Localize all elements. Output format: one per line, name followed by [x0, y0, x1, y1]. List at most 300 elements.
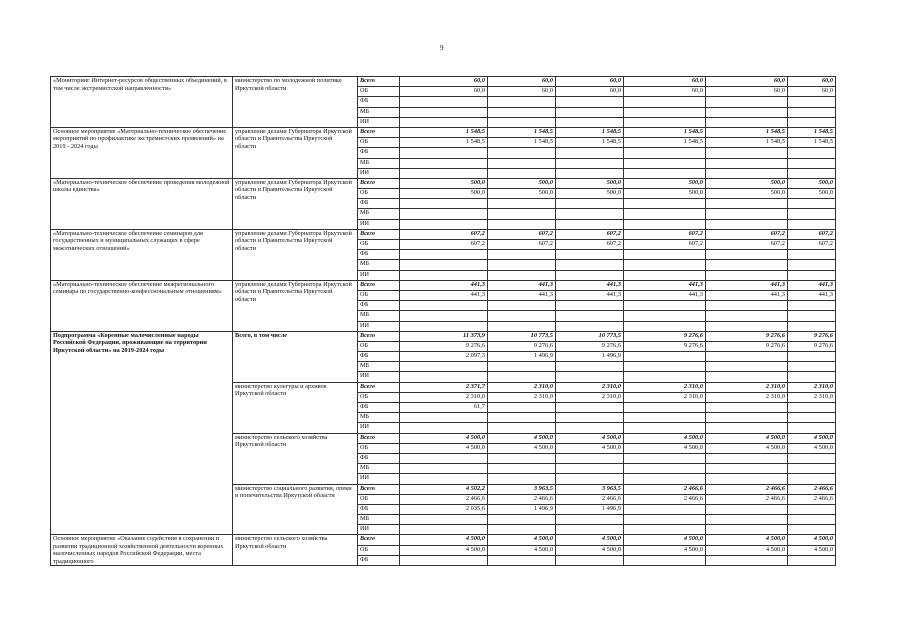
amount-cell	[624, 321, 706, 331]
amount-cell	[788, 515, 836, 525]
amount-cell	[488, 515, 556, 525]
amount-cell	[788, 464, 836, 474]
amount-cell: 2 310,0	[556, 392, 624, 402]
amount-cell: 2 310,0	[624, 382, 706, 392]
amount-cell	[556, 219, 624, 229]
amount-cell: 4 500,0	[400, 545, 488, 555]
amount-cell	[400, 311, 488, 321]
amount-cell: 1 548,5	[556, 127, 624, 137]
amount-cell	[556, 464, 624, 474]
amount-cell: 607,2	[624, 229, 706, 239]
amount-cell	[488, 474, 556, 484]
funding-source: ИИ	[358, 219, 400, 229]
amount-cell	[556, 413, 624, 423]
amount-cell: 500,0	[488, 189, 556, 199]
funding-source: Всего	[358, 280, 400, 290]
funding-source: ИИ	[358, 474, 400, 484]
executor-name: управление делами Губернатора Иркутской области и Правительства Иркутской области	[233, 280, 358, 331]
amount-cell	[556, 199, 624, 209]
amount-cell: 607,2	[624, 240, 706, 250]
amount-cell	[556, 250, 624, 260]
amount-cell: 60,0	[556, 87, 624, 97]
amount-cell: 4 500,0	[556, 545, 624, 555]
funding-source: ФБ	[358, 301, 400, 311]
amount-cell: 1 548,5	[706, 127, 788, 137]
amount-cell: 1 496,9	[556, 504, 624, 514]
amount-cell	[556, 403, 624, 413]
amount-cell	[488, 423, 556, 433]
amount-cell	[788, 453, 836, 463]
amount-cell	[788, 260, 836, 270]
amount-cell: 607,2	[788, 240, 836, 250]
amount-cell: 607,2	[488, 240, 556, 250]
amount-cell: 2 310,0	[624, 392, 706, 402]
amount-cell	[788, 556, 836, 566]
measure-name: Основное мероприятие «Оказание содействия в сохранении и развитии традиционной хозяйственной деятельности коренных малочисленных народов Российской Федерации, места традиционного	[51, 535, 233, 566]
amount-cell	[706, 219, 788, 229]
amount-cell	[400, 107, 488, 117]
amount-cell: 441,3	[556, 290, 624, 300]
amount-cell	[788, 352, 836, 362]
amount-cell	[788, 372, 836, 382]
amount-cell	[488, 403, 556, 413]
amount-cell: 4 500,0	[706, 545, 788, 555]
amount-cell: 9 276,6	[788, 341, 836, 351]
amount-cell	[624, 423, 706, 433]
amount-cell	[788, 148, 836, 158]
amount-cell	[624, 311, 706, 321]
executor-name: Всего, в том числе	[233, 331, 358, 382]
amount-cell	[706, 362, 788, 372]
funding-source: МБ	[358, 362, 400, 372]
amount-cell	[788, 311, 836, 321]
amount-cell: 441,3	[488, 280, 556, 290]
amount-cell	[624, 352, 706, 362]
table-row	[51, 229, 836, 239]
amount-cell: 2 310,0	[788, 382, 836, 392]
amount-cell	[706, 301, 788, 311]
amount-cell: 607,2	[556, 240, 624, 250]
amount-cell	[706, 504, 788, 514]
amount-cell: 2 310,0	[400, 392, 488, 402]
amount-cell: 4 500,0	[788, 535, 836, 545]
amount-cell	[624, 453, 706, 463]
amount-cell	[488, 362, 556, 372]
amount-cell: 1 496,9	[488, 352, 556, 362]
amount-cell	[624, 117, 706, 127]
amount-cell	[556, 301, 624, 311]
funding-source: ОБ	[358, 443, 400, 453]
amount-cell	[488, 301, 556, 311]
measure-name: «Материально-техническое обеспечение межрегионального семинара по государственно-конфессиональным отношениям»	[51, 280, 233, 331]
amount-cell: 441,3	[788, 290, 836, 300]
funding-source: ФБ	[358, 97, 400, 107]
amount-cell	[706, 311, 788, 321]
amount-cell: 2 310,0	[488, 392, 556, 402]
amount-cell	[488, 453, 556, 463]
amount-cell: 9 276,6	[624, 341, 706, 351]
amount-cell: 10 773,5	[488, 331, 556, 341]
amount-cell	[400, 474, 488, 484]
amount-cell: 60,0	[556, 77, 624, 87]
amount-cell	[706, 352, 788, 362]
amount-cell: 60,0	[624, 87, 706, 97]
amount-cell: 2 466,6	[706, 494, 788, 504]
amount-cell	[624, 515, 706, 525]
amount-cell	[706, 372, 788, 382]
amount-cell	[400, 413, 488, 423]
funding-source: Всего	[358, 178, 400, 188]
amount-cell	[556, 260, 624, 270]
amount-cell: 3 963,5	[556, 484, 624, 494]
amount-cell: 607,2	[488, 229, 556, 239]
amount-cell	[556, 525, 624, 535]
amount-cell	[556, 423, 624, 433]
amount-cell	[400, 321, 488, 331]
amount-cell	[706, 464, 788, 474]
funding-source: МБ	[358, 515, 400, 525]
amount-cell: 500,0	[788, 189, 836, 199]
amount-cell	[400, 97, 488, 107]
amount-cell	[556, 270, 624, 280]
amount-cell	[624, 413, 706, 423]
funding-source: ИИ	[358, 270, 400, 280]
table-body	[51, 77, 836, 566]
amount-cell	[624, 209, 706, 219]
amount-cell: 2 466,6	[488, 494, 556, 504]
amount-cell	[556, 372, 624, 382]
funding-source: ФБ	[358, 148, 400, 158]
amount-cell: 1 548,5	[488, 138, 556, 148]
executor-name: управление делами Губернатора Иркутской области и Правительства Иркутской области	[233, 178, 358, 229]
amount-cell: 60,0	[624, 77, 706, 87]
measure-name: Подпрограмма «Коренные малочисленные народы Российской Федерации, проживающие на территории Иркутской области» на 2019-2024 годы	[51, 331, 233, 535]
amount-cell	[556, 97, 624, 107]
amount-cell: 500,0	[400, 189, 488, 199]
amount-cell: 2 035,6	[400, 504, 488, 514]
amount-cell: 4 500,0	[400, 433, 488, 443]
amount-cell	[706, 168, 788, 178]
amount-cell: 4 500,0	[624, 433, 706, 443]
amount-cell: 607,2	[400, 240, 488, 250]
amount-cell	[400, 301, 488, 311]
amount-cell: 4 500,0	[488, 545, 556, 555]
amount-cell: 1 548,5	[624, 127, 706, 137]
amount-cell: 60,0	[488, 87, 556, 97]
amount-cell: 441,3	[624, 290, 706, 300]
amount-cell	[706, 117, 788, 127]
amount-cell	[624, 199, 706, 209]
amount-cell	[488, 372, 556, 382]
amount-cell	[624, 219, 706, 229]
amount-cell	[788, 413, 836, 423]
amount-cell	[706, 556, 788, 566]
measure-name: «Материально-техническое обеспечение проведения молодежной школы единства»	[51, 178, 233, 229]
amount-cell	[788, 209, 836, 219]
amount-cell	[400, 453, 488, 463]
measure-name: «Материально-техническое обеспечение семинаров для государственных и муниципальных служащих в сфере межэтнических отношений»	[51, 229, 233, 280]
funding-source: Всего	[358, 127, 400, 137]
amount-cell	[706, 525, 788, 535]
funding-source: Всего	[358, 535, 400, 545]
funding-source: ИИ	[358, 423, 400, 433]
amount-cell: 9 276,6	[624, 331, 706, 341]
amount-cell: 500,0	[624, 178, 706, 188]
amount-cell: 2 310,0	[788, 392, 836, 402]
measure-name: «Мониторинг Интернет-ресурсов общественных объединений, в том числе экстремистской направленности»	[51, 77, 233, 128]
amount-cell	[488, 311, 556, 321]
amount-cell: 4 500,0	[556, 443, 624, 453]
funding-source: ФБ	[358, 556, 400, 566]
amount-cell: 2 371,7	[400, 382, 488, 392]
funding-source: ИИ	[358, 372, 400, 382]
funding-source: ИИ	[358, 117, 400, 127]
funding-source: Всего	[358, 433, 400, 443]
funding-source: ФБ	[358, 403, 400, 413]
amount-cell	[624, 525, 706, 535]
amount-cell: 441,3	[556, 280, 624, 290]
amount-cell	[706, 515, 788, 525]
amount-cell	[488, 117, 556, 127]
amount-cell	[788, 219, 836, 229]
table-row	[51, 178, 836, 188]
amount-cell	[488, 168, 556, 178]
amount-cell: 4 500,0	[788, 545, 836, 555]
funding-source: ОБ	[358, 392, 400, 402]
executor-name: министерство социального развития, опеки и попечительства Иркутской области	[233, 484, 358, 535]
amount-cell: 3 963,5	[488, 484, 556, 494]
amount-cell	[400, 199, 488, 209]
funding-source: ОБ	[358, 290, 400, 300]
amount-cell: 1 548,5	[706, 138, 788, 148]
amount-cell: 60,0	[706, 77, 788, 87]
amount-cell: 500,0	[556, 189, 624, 199]
amount-cell	[706, 250, 788, 260]
amount-cell: 4 500,0	[556, 535, 624, 545]
amount-cell	[788, 107, 836, 117]
amount-cell	[488, 270, 556, 280]
amount-cell: 2 310,0	[706, 382, 788, 392]
amount-cell: 2 310,0	[556, 382, 624, 392]
amount-cell	[788, 158, 836, 168]
amount-cell	[556, 209, 624, 219]
amount-cell	[624, 403, 706, 413]
amount-cell	[556, 311, 624, 321]
amount-cell	[706, 97, 788, 107]
amount-cell	[788, 423, 836, 433]
amount-cell: 441,3	[624, 280, 706, 290]
funding-source: МБ	[358, 158, 400, 168]
amount-cell	[400, 209, 488, 219]
funding-source: ОБ	[358, 494, 400, 504]
amount-cell	[488, 556, 556, 566]
executor-name: министерство сельского хозяйства Иркутской области	[233, 535, 358, 566]
table-row	[51, 127, 836, 137]
amount-cell	[706, 209, 788, 219]
amount-cell: 9 276,6	[706, 331, 788, 341]
amount-cell: 9 276,6	[488, 341, 556, 351]
funding-source: МБ	[358, 209, 400, 219]
amount-cell: 4 500,0	[400, 443, 488, 453]
funding-source: ОБ	[358, 138, 400, 148]
amount-cell: 4 500,0	[488, 433, 556, 443]
amount-cell: 4 500,0	[400, 535, 488, 545]
amount-cell	[706, 270, 788, 280]
executor-name: министерство культуры и архивов Иркутской области	[233, 382, 358, 433]
amount-cell: 2 466,6	[788, 484, 836, 494]
amount-cell: 441,3	[706, 290, 788, 300]
funding-source: ОБ	[358, 189, 400, 199]
amount-cell: 1 548,5	[400, 127, 488, 137]
amount-cell	[624, 474, 706, 484]
amount-cell: 500,0	[488, 178, 556, 188]
amount-cell: 607,2	[706, 229, 788, 239]
amount-cell: 4 500,0	[556, 433, 624, 443]
amount-cell: 9 276,6	[556, 341, 624, 351]
amount-cell: 500,0	[624, 189, 706, 199]
amount-cell	[556, 148, 624, 158]
amount-cell	[400, 556, 488, 566]
amount-cell: 1 496,9	[488, 504, 556, 514]
amount-cell	[400, 117, 488, 127]
budget-table	[50, 76, 836, 566]
amount-cell: 11 373,9	[400, 331, 488, 341]
page-number: 9	[440, 44, 444, 52]
amount-cell: 441,3	[788, 280, 836, 290]
amount-cell: 500,0	[706, 178, 788, 188]
amount-cell	[788, 97, 836, 107]
amount-cell: 1 548,5	[488, 127, 556, 137]
amount-cell: 2 466,6	[788, 494, 836, 504]
executor-name: министерство сельского хозяйства Иркутской области	[233, 433, 358, 484]
amount-cell	[706, 199, 788, 209]
amount-cell	[706, 158, 788, 168]
amount-cell: 2 466,6	[400, 494, 488, 504]
amount-cell	[624, 158, 706, 168]
amount-cell: 2 466,6	[556, 494, 624, 504]
amount-cell	[488, 158, 556, 168]
amount-cell: 2 097,3	[400, 352, 488, 362]
amount-cell: 9 276,6	[400, 341, 488, 351]
table-row	[51, 77, 836, 87]
amount-cell: 60,0	[788, 77, 836, 87]
amount-cell: 4 502,2	[400, 484, 488, 494]
amount-cell	[788, 250, 836, 260]
amount-cell	[624, 362, 706, 372]
amount-cell: 10 773,5	[556, 331, 624, 341]
amount-cell	[556, 158, 624, 168]
executor-name: министерство по молодежной политике Иркутской области	[233, 77, 358, 128]
funding-source: ОБ	[358, 545, 400, 555]
amount-cell	[556, 107, 624, 117]
amount-cell: 441,3	[400, 280, 488, 290]
amount-cell	[624, 372, 706, 382]
amount-cell	[488, 97, 556, 107]
amount-cell: 607,2	[788, 229, 836, 239]
amount-cell	[488, 525, 556, 535]
amount-cell: 1 548,5	[788, 138, 836, 148]
amount-cell: 60,0	[788, 87, 836, 97]
amount-cell	[624, 107, 706, 117]
executor-name: управление делами Губернатора Иркутской области и Правительства Иркутской области	[233, 229, 358, 280]
amount-cell	[788, 525, 836, 535]
amount-cell	[556, 474, 624, 484]
funding-source: МБ	[358, 260, 400, 270]
amount-cell	[624, 97, 706, 107]
amount-cell	[788, 321, 836, 331]
amount-cell	[624, 464, 706, 474]
amount-cell: 4 500,0	[624, 545, 706, 555]
amount-cell: 607,2	[556, 229, 624, 239]
funding-source: ФБ	[358, 504, 400, 514]
amount-cell	[400, 158, 488, 168]
funding-source: ОБ	[358, 87, 400, 97]
amount-cell: 1 548,5	[400, 138, 488, 148]
amount-cell	[488, 413, 556, 423]
amount-cell: 1 496,9	[556, 352, 624, 362]
funding-source: МБ	[358, 464, 400, 474]
amount-cell	[488, 250, 556, 260]
amount-cell: 2 466,6	[624, 494, 706, 504]
amount-cell	[488, 260, 556, 270]
amount-cell	[706, 423, 788, 433]
funding-source: МБ	[358, 107, 400, 117]
amount-cell	[400, 260, 488, 270]
amount-cell: 441,3	[400, 290, 488, 300]
funding-source: МБ	[358, 311, 400, 321]
amount-cell	[556, 168, 624, 178]
amount-cell	[400, 464, 488, 474]
amount-cell	[624, 556, 706, 566]
amount-cell	[556, 362, 624, 372]
amount-cell	[400, 423, 488, 433]
amount-cell	[400, 148, 488, 158]
amount-cell	[706, 107, 788, 117]
funding-source: ИИ	[358, 321, 400, 331]
amount-cell	[788, 301, 836, 311]
amount-cell	[624, 250, 706, 260]
amount-cell	[556, 117, 624, 127]
funding-source: ИИ	[358, 168, 400, 178]
amount-cell	[400, 525, 488, 535]
measure-name: Основное мероприятие «Материально-техническое обеспечение мероприятий по профилактике экстремистских проявлений» на 2019 - 2024 годы	[51, 127, 233, 178]
funding-source: Всего	[358, 484, 400, 494]
amount-cell: 607,2	[706, 240, 788, 250]
amount-cell	[706, 321, 788, 331]
amount-cell: 1 548,5	[624, 138, 706, 148]
amount-cell: 4 500,0	[706, 443, 788, 453]
funding-source: ИИ	[358, 525, 400, 535]
amount-cell	[788, 403, 836, 413]
amount-cell	[488, 148, 556, 158]
amount-cell	[788, 168, 836, 178]
amount-cell	[624, 148, 706, 158]
amount-cell	[556, 515, 624, 525]
amount-cell: 500,0	[706, 189, 788, 199]
amount-cell: 1 548,5	[788, 127, 836, 137]
executor-name: управление делами Губернатора Иркутской области и Правительства Иркутской области	[233, 127, 358, 178]
amount-cell: 607,2	[400, 229, 488, 239]
amount-cell: 500,0	[788, 178, 836, 188]
funding-source: ФБ	[358, 352, 400, 362]
funding-source: Всего	[358, 77, 400, 87]
amount-cell	[400, 168, 488, 178]
amount-cell	[556, 453, 624, 463]
amount-cell: 4 500,0	[488, 443, 556, 453]
amount-cell: 441,3	[706, 280, 788, 290]
funding-source: ФБ	[358, 250, 400, 260]
funding-source: ФБ	[358, 199, 400, 209]
